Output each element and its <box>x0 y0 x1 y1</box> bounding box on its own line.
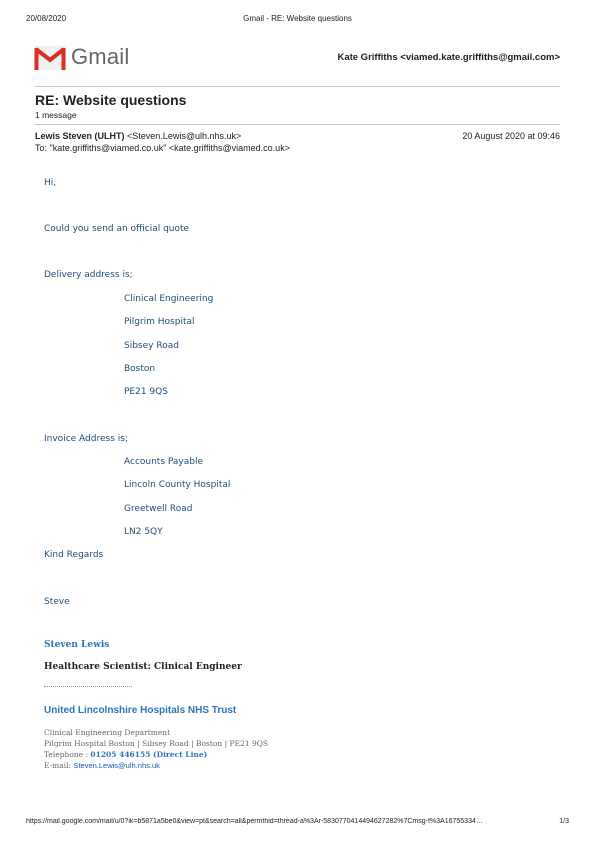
sender-email: <Steven.Lewis@ulh.nhs.uk> <box>127 131 242 141</box>
signature-title: Healthcare Scientist: Clinical Engineer <box>44 662 242 672</box>
recipient-line: To: "kate.griffiths@viamed.co.uk" <kate.griffiths@viamed.co.uk> <box>35 143 290 153</box>
account-label: Kate Griffiths <viamed.kate.griffiths@gmail.com> <box>337 52 560 63</box>
signature-divider <box>44 686 132 687</box>
header-divider <box>35 86 560 87</box>
signature-name: Steven Lewis <box>44 640 110 650</box>
body-name: Steve <box>44 597 70 607</box>
telephone-value: 01205 446155 (Direct Line) <box>90 750 208 759</box>
print-title: Gmail - RE: Website questions <box>243 14 352 23</box>
email-label: E-mail: <box>44 761 74 770</box>
signature-dept: Clinical Engineering Department <box>44 728 171 737</box>
invoice-line: LN2 5QY <box>124 527 163 537</box>
signature-address: Pilgrim Hospital Boston | Sibsey Road | Boston | PE21 9QS <box>44 739 269 748</box>
message-date: 20 August 2020 at 09:46 <box>462 131 560 141</box>
thread-subject: RE: Website questions <box>35 92 187 108</box>
sender-line <box>35 131 241 141</box>
invoice-line: Lincoln County Hospital <box>124 480 231 490</box>
signature-org: United Lincolnshire Hospitals NHS Trust <box>44 705 237 716</box>
body-request: Could you send an official quote <box>44 224 190 234</box>
invoice-line: Accounts Payable <box>124 457 204 467</box>
signature-email <box>44 761 160 770</box>
delivery-line: Pilgrim Hospital <box>124 317 195 327</box>
body-closing: Kind Regards <box>44 550 104 560</box>
body-greeting: Hi, <box>44 178 57 188</box>
delivery-line: Clinical Engineering <box>124 294 214 304</box>
sender-name: Lewis Steven (ULHT) <box>35 131 125 141</box>
message-count: 1 message <box>35 110 77 120</box>
email-link[interactable]: Steven.Lewis@ulh.nhs.uk <box>73 761 160 770</box>
delivery-line: Sibsey Road <box>124 341 179 351</box>
gmail-wordmark: Gmail <box>71 44 130 69</box>
invoice-heading: Invoice Address is; <box>44 434 128 444</box>
print-url: https://mail.google.com/mail/u/0?ik=b5871a5be0&view=pt&search=all&permthid=thread-a%3Ar-5830770414494627282%7Cmsg-f%3A16755334… <box>26 818 483 825</box>
delivery-line: Boston <box>124 364 156 374</box>
delivery-line: PE21 9QS <box>124 387 168 397</box>
signature-telephone <box>44 750 207 759</box>
print-date: 20/08/2020 <box>26 14 67 23</box>
page-number: 1/3 <box>559 818 569 825</box>
delivery-heading: Delivery address is; <box>44 270 133 280</box>
invoice-line: Greetwell Road <box>124 504 193 514</box>
telephone-label: Telephone : <box>44 750 91 759</box>
message-divider <box>35 124 560 125</box>
gmail-m-icon <box>34 46 66 70</box>
